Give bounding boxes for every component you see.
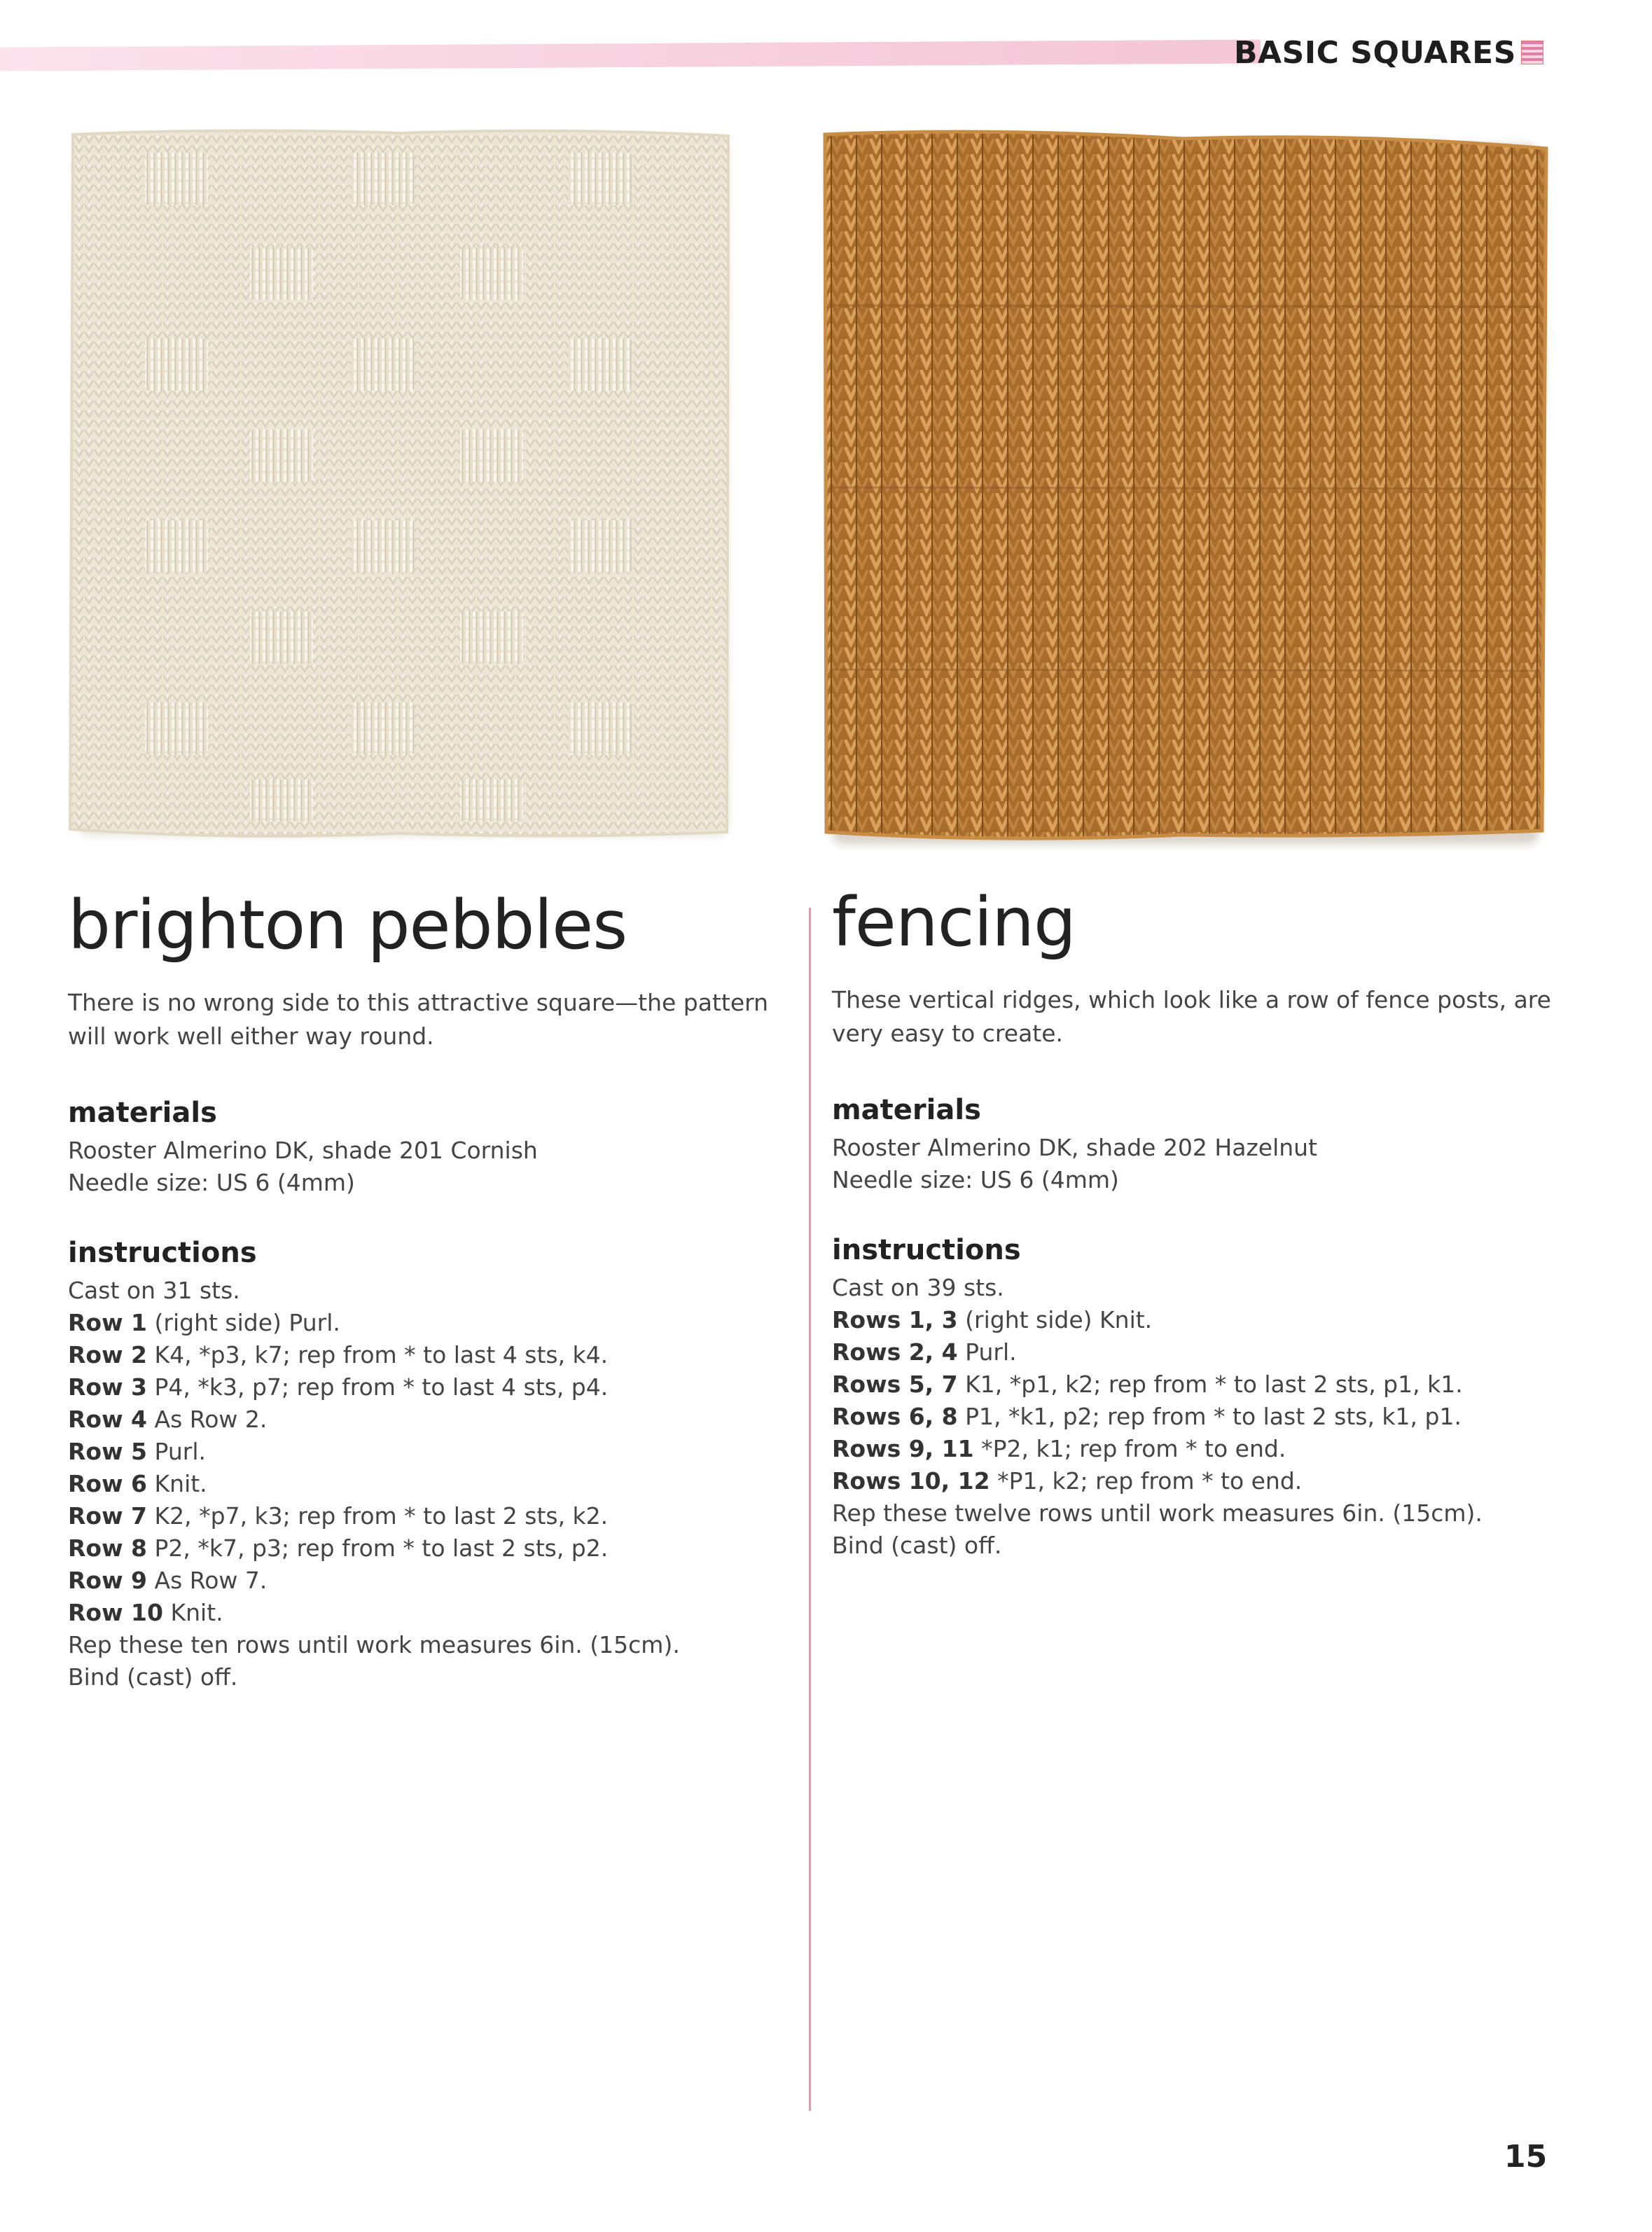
instruction-list <box>68 1275 782 1693</box>
pattern-intro: There is no wrong side to this attractive square—the pattern will work well either way round. <box>68 988 769 1050</box>
column-divider <box>809 908 811 2111</box>
instruction-row-label: Rows 5, 7 <box>832 1370 958 1398</box>
instruction-row-label: Rows 6, 8 <box>832 1402 958 1430</box>
materials-heading: materials <box>832 1093 981 1126</box>
instruction-text: Knit. <box>147 1469 207 1497</box>
instruction-text: Rep these ten rows until work measures 6in. (15cm). <box>68 1630 680 1658</box>
instruction-line <box>68 1629 782 1661</box>
materials-line: Needle size: US 6 (4mm) <box>68 1168 355 1196</box>
section-title: BASIC SQUARES <box>1234 35 1516 71</box>
instruction-text: P4, *k3, p7; rep from * to last 4 sts, p4. <box>147 1373 609 1401</box>
instruction-line <box>68 1500 782 1532</box>
instruction-text: As Row 7. <box>147 1566 268 1594</box>
instruction-line <box>68 1532 782 1565</box>
instruction-row-label: Row 6 <box>68 1469 148 1497</box>
instruction-text: P1, *k1, p2; rep from * to last 2 sts, k1, p1. <box>957 1402 1462 1430</box>
instruction-row-label: Rows 2, 4 <box>832 1338 958 1366</box>
instruction-text: P2, *k7, p3; rep from * to last 2 sts, p2. <box>147 1534 609 1562</box>
instruction-text: *P2, k1; rep from * to end. <box>973 1434 1286 1462</box>
instruction-line <box>68 1597 782 1629</box>
instruction-row-label: Row 2 <box>68 1340 148 1368</box>
instructions-section <box>68 1235 782 1693</box>
pattern-title: fencing <box>832 883 1076 962</box>
instruction-text: Knit. <box>162 1598 223 1626</box>
instruction-line <box>832 1401 1560 1433</box>
pattern-intro: These vertical ridges, which look like a row of fence posts, are very easy to create. <box>832 985 1551 1047</box>
instruction-list <box>832 1272 1560 1562</box>
instruction-line <box>832 1304 1560 1336</box>
instruction-text: K1, *p1, k2; rep from * to last 2 sts, p1, k1. <box>957 1370 1463 1398</box>
brighton-pebbles-swatch-image <box>64 125 737 846</box>
instruction-row-label: Row 5 <box>68 1437 148 1465</box>
materials-heading: materials <box>68 1096 217 1129</box>
instruction-row-label: Rows 9, 11 <box>832 1434 974 1462</box>
header-band <box>0 40 1261 71</box>
instruction-text: Cast on 31 sts. <box>68 1276 240 1304</box>
instruction-row-label: Row 1 <box>68 1308 148 1336</box>
fencing-swatch-image <box>818 123 1553 852</box>
instruction-row-label: Row 8 <box>68 1534 148 1562</box>
instruction-line <box>832 1336 1560 1368</box>
instruction-text: Bind (cast) off. <box>832 1531 1002 1559</box>
instruction-line <box>832 1272 1560 1304</box>
instruction-line <box>68 1661 782 1693</box>
fencing-column <box>832 883 1560 1598</box>
instruction-line <box>68 1436 782 1468</box>
instruction-line <box>832 1530 1560 1562</box>
instruction-text: (right side) Knit. <box>957 1305 1153 1333</box>
instruction-row-label: Row 7 <box>68 1502 148 1530</box>
instruction-line <box>68 1339 782 1371</box>
instruction-line <box>68 1307 782 1339</box>
instruction-text: *P1, k2; rep from * to end. <box>990 1467 1303 1495</box>
instruction-text: Purl. <box>147 1437 206 1465</box>
instruction-row-label: Rows 10, 12 <box>832 1467 990 1495</box>
instruction-text: K4, *p3, k7; rep from * to last 4 sts, k4. <box>147 1340 609 1368</box>
instruction-text: Cast on 39 sts. <box>832 1273 1004 1301</box>
instruction-row-label: Row 3 <box>68 1373 148 1401</box>
instruction-line <box>68 1403 782 1436</box>
instruction-text: K2, *p7, k3; rep from * to last 2 sts, k2. <box>147 1502 609 1530</box>
materials-section <box>832 1093 1560 1196</box>
materials-line: Rooster Almerino DK, shade 202 Hazelnut <box>832 1133 1318 1161</box>
instructions-heading: instructions <box>68 1236 257 1269</box>
instruction-row-label: Row 10 <box>68 1598 163 1626</box>
instruction-line <box>68 1371 782 1403</box>
brighton-pebbles-column <box>68 886 782 1730</box>
instruction-text: As Row 2. <box>147 1405 268 1433</box>
section-marker-icon <box>1521 41 1543 64</box>
page-number: 15 <box>1504 2139 1548 2175</box>
pattern-title: brighton pebbles <box>68 886 627 964</box>
instructions-heading: instructions <box>832 1233 1021 1266</box>
instruction-line <box>832 1465 1560 1497</box>
instruction-line <box>68 1275 782 1307</box>
instructions-section <box>832 1233 1560 1562</box>
instruction-text: Purl. <box>957 1338 1017 1366</box>
instruction-line <box>832 1433 1560 1465</box>
instruction-line <box>68 1565 782 1597</box>
instruction-line <box>68 1468 782 1500</box>
materials-line: Needle size: US 6 (4mm) <box>832 1165 1119 1193</box>
instruction-text: Rep these twelve rows until work measures 6in. (15cm). <box>832 1499 1483 1527</box>
instruction-line <box>832 1497 1560 1530</box>
instruction-row-label: Row 9 <box>68 1566 148 1594</box>
instruction-text: Bind (cast) off. <box>68 1663 238 1691</box>
materials-line: Rooster Almerino DK, shade 201 Cornish <box>68 1136 538 1164</box>
instruction-row-label: Row 4 <box>68 1405 148 1433</box>
instruction-row-label: Rows 1, 3 <box>832 1305 958 1333</box>
instruction-line <box>832 1368 1560 1401</box>
materials-section <box>68 1095 782 1199</box>
instruction-text: (right side) Purl. <box>147 1308 340 1336</box>
